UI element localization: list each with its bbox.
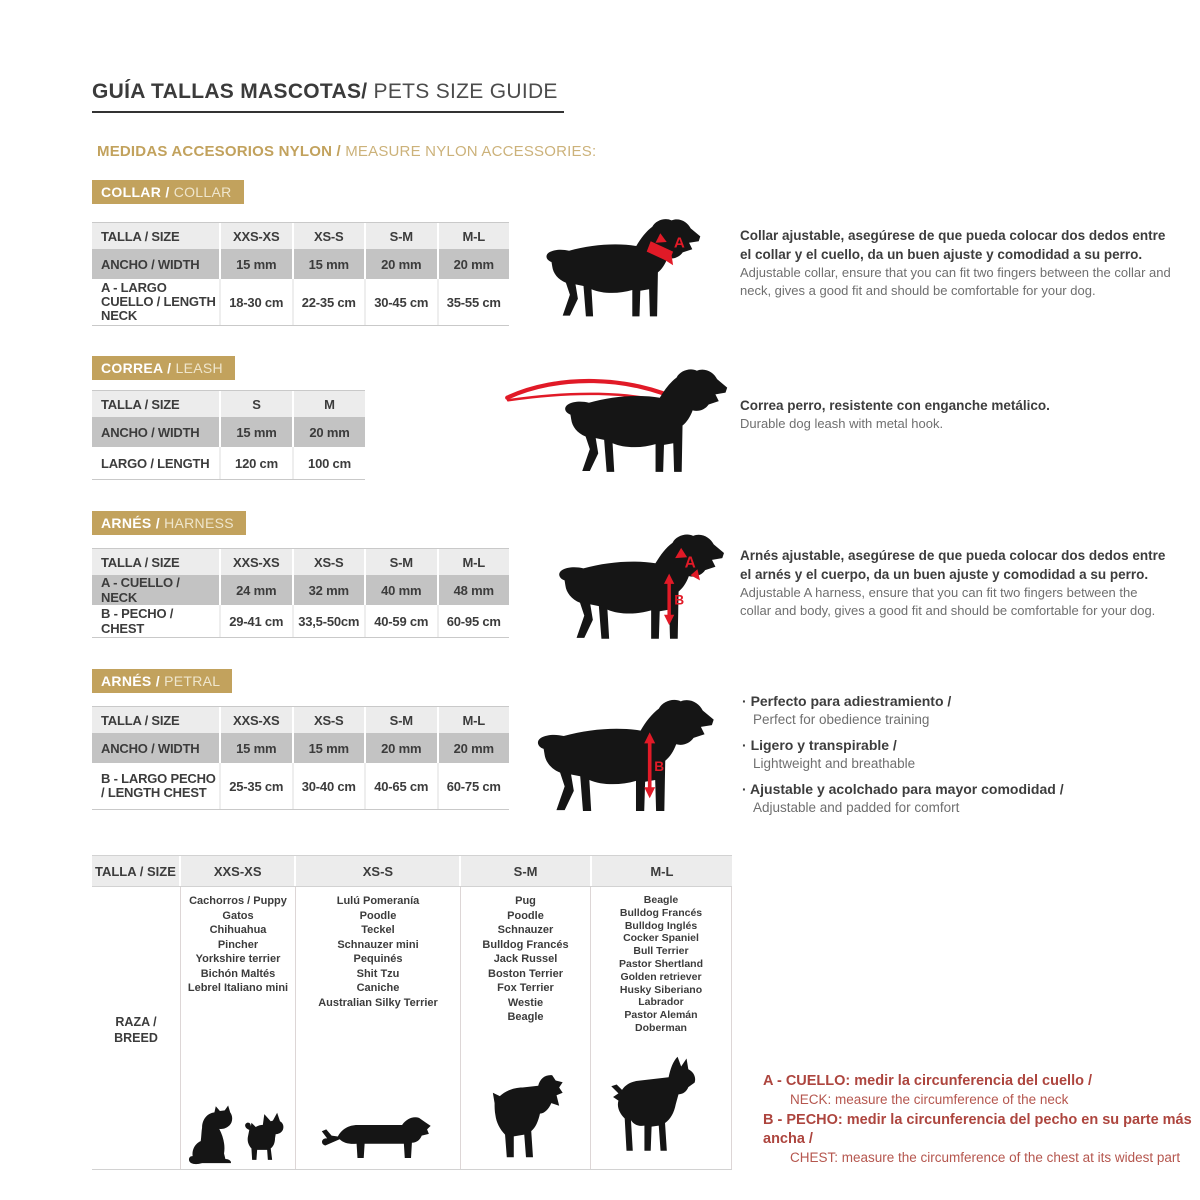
row-label: B - LARGO PECHO / LENGTH CHEST bbox=[101, 771, 216, 800]
breed-item: Teckel bbox=[361, 924, 395, 936]
breed-item: Jack Russel bbox=[493, 953, 558, 965]
petral-marker-b: B bbox=[654, 758, 665, 774]
breed-row-label-cell bbox=[92, 887, 180, 1169]
petral-chest-length-row bbox=[92, 763, 509, 810]
col-header-m-l: M-L bbox=[590, 856, 732, 886]
leash-table-header-row bbox=[92, 390, 365, 417]
col-header-m-l: M-L bbox=[437, 223, 510, 249]
cell-value: 15 mm bbox=[292, 249, 365, 279]
breed-item: Bulldog Francés bbox=[619, 906, 703, 919]
collar-size-table bbox=[92, 222, 509, 326]
breed-item: Pastor Alemán bbox=[624, 1009, 698, 1022]
row-label: ANCHO / WIDTH bbox=[101, 424, 200, 440]
harness-dog-figure bbox=[556, 527, 736, 651]
raza-label-en: BREED bbox=[114, 1031, 158, 1045]
cell-value: 25-35 cm bbox=[219, 763, 292, 809]
leash-desc-es: Correa perro, resistente con enganche metálico. bbox=[740, 398, 1050, 413]
dog-silhouette-collar-icon bbox=[540, 214, 715, 326]
collar-marker-a: A bbox=[673, 234, 685, 252]
col-header-xs-s: XS-S bbox=[292, 549, 365, 575]
breed-item: Chihuahua bbox=[209, 924, 267, 936]
breed-item: Fox Terrier bbox=[497, 982, 554, 994]
collar-neck-length-row bbox=[92, 279, 509, 326]
note-b-en: CHEST: measure the circumference of the chest at its widest part bbox=[790, 1150, 1181, 1165]
cell-value: 120 cm bbox=[219, 447, 292, 479]
col-header-xxs-xs: XXS-XS bbox=[219, 707, 292, 733]
leash-section-badge bbox=[92, 356, 235, 380]
row-label: LARGO / LENGTH bbox=[101, 455, 210, 471]
breed-item: Shit Tzu bbox=[356, 967, 400, 980]
breed-item: Boston Terrier bbox=[488, 967, 563, 980]
breed-item: Bichón Maltés bbox=[200, 967, 276, 980]
cell-value: 60-95 cm bbox=[437, 605, 510, 637]
col-header-s-m: S-M bbox=[364, 549, 437, 575]
leash-width-row bbox=[92, 417, 365, 447]
dachshund-silhouette-icon bbox=[319, 1108, 437, 1166]
breed-item: Australian Silky Terrier bbox=[318, 996, 438, 1009]
note-a-es: A - CUELLO: medir la circunferencia del cuello / bbox=[763, 1073, 1093, 1089]
harness-section-badge bbox=[92, 511, 246, 535]
col-header-size: TALLA / SIZE bbox=[95, 863, 176, 879]
harness-desc-es: Arnés ajustable, asegúrese de que pueda colocar dos dedos entre el arnés y el cuerpo, da un buen ajuste y comodidad a su perro. bbox=[740, 548, 1166, 582]
row-label: B - PECHO / CHEST bbox=[101, 606, 174, 636]
harness-neck-row bbox=[92, 575, 509, 605]
leash-dog-figure bbox=[498, 364, 744, 482]
col-header-m-l: M-L bbox=[437, 549, 510, 575]
cell-value: 24 mm bbox=[219, 575, 292, 605]
feature-es: · Ligero y transpirable / bbox=[742, 736, 1182, 755]
collar-badge-en: COLLAR bbox=[169, 184, 232, 200]
page-title-es: GUÍA TALLAS MASCOTAS/ bbox=[92, 80, 368, 103]
col-header-m: M bbox=[292, 391, 365, 417]
petral-width-row bbox=[92, 733, 509, 763]
chihuahua-silhouette-icon bbox=[240, 1108, 290, 1166]
cell-value: 18-30 cm bbox=[219, 279, 292, 325]
petral-dog-figure bbox=[533, 694, 728, 822]
leash-badge-en: LEASH bbox=[171, 360, 223, 376]
breed-item: Poodle bbox=[359, 909, 397, 922]
cell-value: 32 mm bbox=[292, 575, 365, 605]
raza-breed-label bbox=[114, 1014, 158, 1046]
breed-item: Cachorros / Puppy bbox=[189, 895, 287, 907]
dog-silhouette-leash-icon bbox=[498, 364, 744, 482]
breed-item: Pequinés bbox=[353, 953, 403, 965]
harness-size-table bbox=[92, 548, 509, 638]
page-title bbox=[92, 80, 564, 113]
breed-item: Schnauzer bbox=[497, 924, 554, 936]
collar-width-row bbox=[92, 249, 509, 279]
cell-value: 20 mm bbox=[364, 249, 437, 279]
breed-item: Schnauzer mini bbox=[337, 938, 419, 951]
collar-badge-es: COLLAR / bbox=[101, 184, 170, 200]
col-header-xs-s: XS-S bbox=[292, 707, 365, 733]
cell-value: 15 mm bbox=[219, 249, 292, 279]
feature-en: Adjustable and padded for comfort bbox=[753, 800, 960, 815]
collar-dog-figure bbox=[540, 214, 715, 326]
breed-item: Beagle bbox=[507, 1011, 544, 1023]
page-subtitle-es: MEDIDAS ACCESORIOS NYLON / bbox=[97, 143, 341, 160]
col-header-s-m: S-M bbox=[459, 856, 589, 886]
cell-value: 15 mm bbox=[219, 417, 292, 447]
cell-value: 60-75 cm bbox=[437, 763, 510, 809]
harness-chest-row bbox=[92, 605, 509, 638]
harness-marker-b: B bbox=[674, 592, 685, 608]
petral-feature-list bbox=[742, 692, 1182, 824]
row-label: ANCHO / WIDTH bbox=[101, 740, 200, 756]
breed-list-s-m bbox=[482, 894, 568, 1025]
row-label: A - LARGO CUELLO / LENGTH NECK bbox=[101, 280, 216, 323]
note-b-es: B - PECHO: medir la circunferencia del pecho en su parte más ancha / bbox=[763, 1112, 1192, 1147]
cell-value: 20 mm bbox=[292, 417, 365, 447]
petral-badge-en: PETRAL bbox=[159, 673, 221, 689]
cell-value: 30-45 cm bbox=[364, 279, 437, 325]
breed-item: Pincher bbox=[217, 938, 259, 951]
col-header-s-m: S-M bbox=[364, 223, 437, 249]
breed-item: Pug bbox=[515, 895, 536, 907]
petral-size-table bbox=[92, 706, 509, 810]
col-header-xxs-xs: XXS-XS bbox=[179, 856, 295, 886]
collar-desc-en: Adjustable collar, ensure that you can fit two fingers between the collar and neck, gives a good fit and should be comfortable for your dog. bbox=[740, 265, 1171, 298]
breed-cell-xs-s bbox=[295, 887, 460, 1169]
breed-item: Caniche bbox=[356, 982, 400, 994]
breed-list-xs-s bbox=[318, 894, 438, 1010]
cell-value: 40-59 cm bbox=[364, 605, 437, 637]
feature-item bbox=[742, 780, 1182, 817]
harness-table-header-row bbox=[92, 548, 509, 575]
cell-value: 22-35 cm bbox=[292, 279, 365, 325]
harness-marker-a: A bbox=[684, 554, 696, 572]
collar-desc-es: Collar ajustable, asegúrese de que pueda colocar dos dedos entre el collar y el cuello, da un buen ajuste y comodidad a su perro. bbox=[740, 228, 1166, 262]
harness-description bbox=[740, 546, 1172, 620]
silhouettes-xxs-xs bbox=[187, 1104, 290, 1166]
feature-en: Perfect for obedience training bbox=[753, 712, 930, 727]
breed-item: Labrador bbox=[638, 996, 684, 1009]
feature-es: · Perfecto para adiestramiento / bbox=[742, 692, 1182, 711]
breed-item: Gatos bbox=[222, 909, 254, 922]
cell-value: 35-55 cm bbox=[437, 279, 510, 325]
collar-table-header-row bbox=[92, 222, 509, 249]
leash-description bbox=[740, 396, 1172, 433]
breed-item: Yorkshire terrier bbox=[195, 953, 281, 965]
col-header-s: S bbox=[219, 391, 292, 417]
feature-en: Lightweight and breathable bbox=[753, 756, 916, 771]
col-header-size: TALLA / SIZE bbox=[101, 712, 180, 728]
cell-value: 48 mm bbox=[437, 575, 510, 605]
breed-item: Lebrel Italiano mini bbox=[187, 982, 289, 994]
leash-desc-en: Durable dog leash with metal hook. bbox=[740, 416, 944, 431]
cell-value: 20 mm bbox=[437, 733, 510, 763]
page-subtitle bbox=[97, 143, 596, 160]
feature-es: · Ajustable y acolchado para mayor comodidad / bbox=[742, 780, 1182, 799]
measuring-notes bbox=[763, 1072, 1199, 1169]
col-header-m-l: M-L bbox=[437, 707, 510, 733]
cell-value: 15 mm bbox=[292, 733, 365, 763]
breed-item: Golden retriever bbox=[620, 970, 702, 983]
breed-table-body-row bbox=[92, 887, 732, 1170]
breed-size-table bbox=[92, 855, 732, 1170]
dog-silhouette-harness-icon bbox=[556, 527, 736, 651]
breed-item: Poodle bbox=[507, 909, 544, 922]
feature-item bbox=[742, 736, 1182, 773]
breed-cell-m-l bbox=[590, 887, 732, 1169]
col-header-s-m: S-M bbox=[364, 707, 437, 733]
breed-list-m-l bbox=[619, 894, 703, 1035]
breed-item: Beagle bbox=[643, 894, 679, 906]
breed-table-header-row bbox=[92, 855, 732, 887]
petral-table-header-row bbox=[92, 706, 509, 733]
breed-item: Husky Siberiano bbox=[619, 983, 703, 996]
page-subtitle-en: MEASURE NYLON ACCESSORIES: bbox=[340, 143, 597, 160]
cell-value: 40 mm bbox=[364, 575, 437, 605]
cell-value: 20 mm bbox=[437, 249, 510, 279]
breed-item: Pastor Shertland bbox=[618, 957, 704, 970]
petral-section-badge bbox=[92, 669, 232, 693]
breed-item: Bulldog Francés bbox=[482, 938, 569, 951]
feature-item bbox=[742, 692, 1182, 729]
col-header-xxs-xs: XXS-XS bbox=[219, 549, 292, 575]
cell-value: 29-41 cm bbox=[219, 605, 292, 637]
breed-item: Bulldog Inglés bbox=[624, 919, 698, 932]
breed-item: Bull Terrier bbox=[633, 945, 689, 958]
row-label: A - CUELLO / NECK bbox=[101, 575, 180, 605]
cell-value: 100 cm bbox=[292, 447, 365, 479]
breed-item: Cocker Spaniel bbox=[623, 932, 699, 945]
col-header-size: TALLA / SIZE bbox=[101, 554, 180, 570]
leash-length-row bbox=[92, 447, 365, 480]
leash-size-table bbox=[92, 390, 365, 480]
row-label: ANCHO / WIDTH bbox=[101, 256, 200, 272]
breed-item: Westie bbox=[507, 996, 544, 1009]
col-header-size: TALLA / SIZE bbox=[101, 396, 180, 412]
collar-section-badge bbox=[92, 180, 244, 204]
cell-value: 15 mm bbox=[219, 733, 292, 763]
schnauzer-silhouette-icon bbox=[482, 1070, 570, 1166]
col-header-size: TALLA / SIZE bbox=[101, 228, 180, 244]
petral-badge-es: ARNÉS / bbox=[101, 673, 160, 689]
harness-badge-es: ARNÉS / bbox=[101, 515, 160, 531]
note-a-en: NECK: measure the circumference of the neck bbox=[790, 1092, 1069, 1107]
col-header-xxs-xs: XXS-XS bbox=[219, 223, 292, 249]
raza-label-es: RAZA / bbox=[115, 1015, 157, 1029]
leash-badge-es: CORREA / bbox=[101, 360, 172, 376]
page-title-en: PETS SIZE GUIDE bbox=[367, 80, 558, 103]
col-header-xs-s: XS-S bbox=[292, 223, 365, 249]
cell-value: 33,5-50cm bbox=[292, 605, 365, 637]
breed-cell-s-m bbox=[460, 887, 590, 1169]
doberman-silhouette-icon bbox=[609, 1054, 713, 1166]
dog-silhouette-petral-icon bbox=[533, 694, 728, 822]
collar-description bbox=[740, 226, 1172, 300]
col-header-xs-s: XS-S bbox=[294, 856, 459, 886]
harness-badge-en: HARNESS bbox=[159, 515, 234, 531]
breed-item: Lulú Pomeranía bbox=[336, 895, 420, 907]
cat-silhouette-icon bbox=[187, 1104, 235, 1166]
cell-value: 30-40 cm bbox=[292, 763, 365, 809]
breed-list-xxs-xs bbox=[188, 894, 288, 996]
breed-cell-xxs-xs bbox=[180, 887, 295, 1169]
harness-desc-en: Adjustable A harness, ensure that you can fit two fingers between the collar and body, gives a good fit and should be comfortable for your dog. bbox=[740, 585, 1156, 618]
breed-item: Doberman bbox=[635, 1021, 687, 1034]
cell-value: 20 mm bbox=[364, 733, 437, 763]
cell-value: 40-65 cm bbox=[364, 763, 437, 809]
